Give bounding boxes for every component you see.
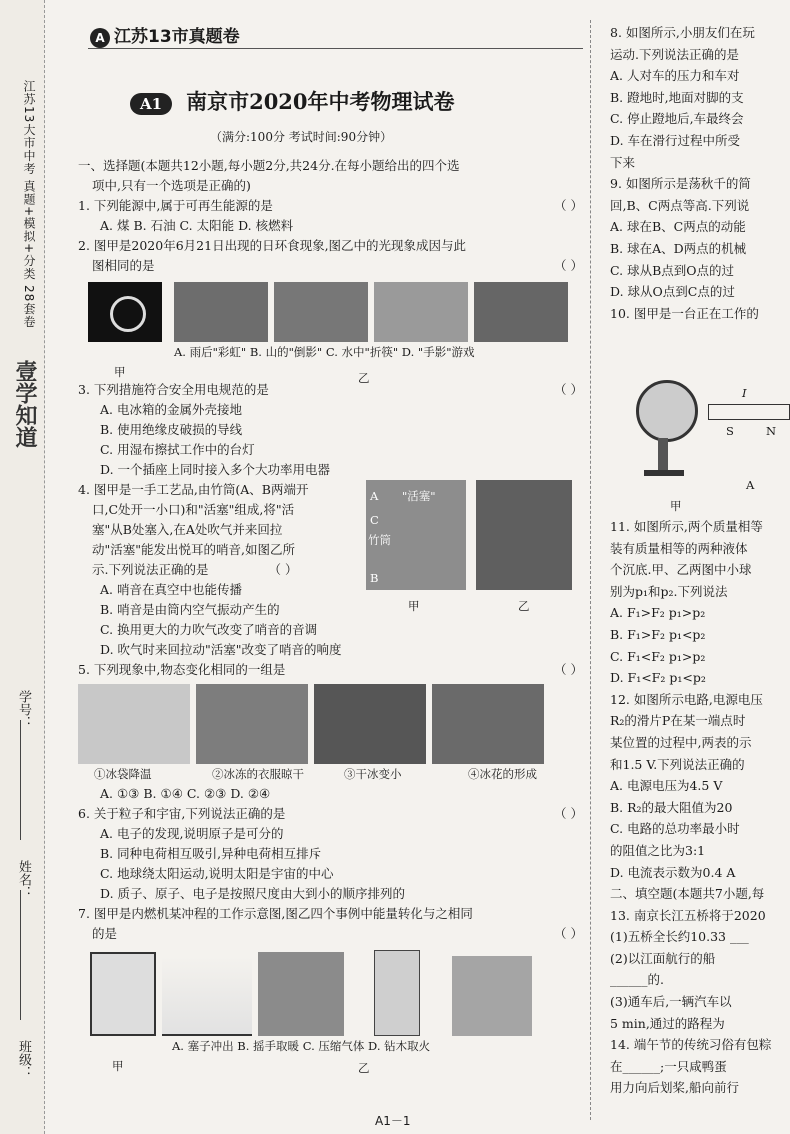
right-column-bottom-line: D. F₁<F₂ p₁<p₂ (610, 670, 706, 686)
name-field-label: 姓名： (16, 860, 31, 899)
right-column-top-line: A. 球在B、C两点的动能 (610, 219, 746, 235)
right-column-top-line: 运动.下列说法正确的是 (610, 46, 739, 62)
bamboo-whistle-image: A "活塞" C 竹筒 B (366, 480, 466, 590)
right-column-bottom-line: 5 min,通过的路程为 (610, 1015, 725, 1031)
q7-captions: A. 塞子冲出 B. 摇手取暖 C. 压缩气体 D. 钻木取火 (172, 1039, 431, 1053)
exam-meta: （满分:100分 考试时间:90分钟） (210, 130, 393, 144)
current-label: I (742, 386, 747, 400)
right-column-top-line: D. 球从O点到C点的过 (610, 284, 735, 300)
left-column (78, 156, 583, 1075)
right-column-top (610, 22, 788, 324)
brand-logo-text: 壹学知道 (12, 360, 37, 448)
q4-stem-l5: 示.下列说法正确的是 （ ） (92, 562, 298, 577)
q7-figures (90, 948, 583, 1036)
right-column-bottom-line: B. F₁>F₂ p₁<p₂ (610, 626, 706, 642)
right-column-bottom-line: ______的. (610, 972, 664, 988)
q6-option-a: A. 电子的发现,说明原子是可分的 (100, 826, 284, 841)
pole-n-label: N (766, 424, 777, 438)
q5-stem: 5. 下列现象中,物态变化相同的一组是 （ ） (78, 662, 583, 677)
right-column-top-line: 下来 (610, 154, 636, 170)
name-blank (20, 890, 22, 1020)
q2-labels: 甲 乙 (114, 365, 370, 385)
q3-option-c: C. 用湿布擦拭工作中的台灯 (100, 442, 255, 457)
q5-caption-4: ④冰花的形成 (468, 767, 537, 781)
fan-stand (658, 438, 668, 472)
q6-option-c: C. 地球绕太阳运动,说明太阳是宇宙的中心 (100, 866, 334, 881)
right-column-bottom-line: 的阻值之比为3:1 (610, 842, 706, 858)
q10-figure (630, 360, 790, 513)
right-column-top-line: 回,B、C两点等高.下列说 (610, 197, 750, 213)
q4-stem: 4. 图甲是一手工艺品,由竹筒(A、B两端开 (78, 482, 309, 497)
exam-title-text: 南京市2020年中考物理试卷 (186, 89, 455, 114)
right-column-bottom (610, 516, 788, 1099)
ice-flower-image (432, 684, 544, 764)
q7-stem: 7. 图甲是内燃机某冲程的工作示意图,图乙四个事例中能量转化与之相同 (78, 906, 473, 921)
column-divider (590, 20, 592, 1120)
q4-fig-jia: 甲 (408, 599, 420, 613)
right-column-bottom-line: R₂的滑片P在某一端点时 (610, 713, 746, 729)
q5-caption-3: ③干冰变小 (344, 767, 402, 781)
drilling-fire-image (452, 956, 532, 1036)
right-column-bottom-line: 11. 如图所示,两个质量相等 (610, 519, 763, 534)
right-column-top-line: C. 球从B点到O点的过 (610, 262, 734, 278)
q1-options: A. 煤 B. 石油 C. 太阳能 D. 核燃料 (100, 218, 294, 233)
q5-options: A. ①③ B. ①④ C. ②③ D. ②④ (100, 786, 271, 801)
right-column-bottom-line: 装有质量相等的两种液体 (610, 540, 748, 556)
right-column-bottom-line: 个沉底.甲、乙两图中小球 (610, 562, 752, 578)
right-column-bottom-line: 在______;一只咸鸭蛋 (610, 1058, 727, 1074)
right-column-bottom-line: 某位置的过程中,两表的示 (610, 734, 752, 750)
q3-stem: 3. 下列措施符合安全用电规范的是 （ ） (78, 382, 583, 397)
right-column-top-line: B. 蹬地时,地面对脚的支 (610, 89, 744, 105)
blowing-whistle-image (476, 480, 572, 590)
class-field-label: 班级： (16, 1040, 31, 1079)
section-heading: 一、选择题(本题共12小题,每小题2分,共24分.在每小题给出的四个选 (78, 158, 460, 173)
section-heading-line2: 项中,只有一个选项是正确的) (92, 178, 251, 193)
right-column-bottom-line: 别为p₁和p₂.下列说法 (610, 583, 728, 599)
q4-stem-l4: 动"活塞"能发出悦耳的哨音,如图乙所 (92, 542, 295, 557)
series-badge: A (90, 28, 110, 48)
right-column-bottom-line: (2)以江面航行的船 (610, 950, 716, 966)
right-column-top-line: 8. 如图所示,小朋友们在玩 (610, 25, 755, 40)
right-column-bottom-line: 和1.5 V.下列说法正确的 (610, 756, 745, 772)
right-column-bottom-line: 14. 端午节的传统习俗有包粽 (610, 1037, 772, 1053)
q5-captions (78, 764, 583, 784)
q4-option-c: C. 换用更大的力吹气改变了哨音的音调 (100, 622, 318, 637)
right-column-bottom-line: 用力向后划桨,船向前行 (610, 1080, 739, 1096)
engine-stroke-diagram (90, 952, 156, 1036)
pole-s-label: S (726, 424, 734, 438)
right-column-top-line: A. 人对车的压力和车对 (610, 68, 740, 84)
q6-stem: 6. 关于粒子和宇宙,下列说法正确的是 （ ） (78, 806, 583, 821)
right-column-top-line: D. 车在滑行过程中所受 (610, 132, 741, 148)
cork-popping-image (162, 956, 252, 1036)
q6-option-d: D. 质子、原子、电子是按照尺度由大到小的顺序排列的 (100, 886, 406, 901)
exam-title (130, 86, 455, 116)
q7-stem-line2: 的是 （ ） (92, 926, 583, 941)
dry-ice-image (314, 684, 426, 764)
conductor-rod (708, 404, 790, 420)
right-column-bottom-line: A. 电源电压为4.5 V (610, 778, 723, 794)
series-tag (90, 22, 240, 48)
header-rule (88, 48, 583, 49)
q4-option-a: A. 哨音在真空中也能传播 (100, 582, 242, 597)
q4-option-d: D. 吹气时来回拉动"活塞"改变了哨音的响度 (100, 642, 342, 657)
spine-series-text: 江苏13大市中考 真题+模拟+分类 28套卷 (22, 80, 36, 329)
mountain-reflection-image (274, 282, 368, 342)
q3-option-b: B. 使用绝缘皮破损的导线 (100, 422, 243, 437)
right-column-bottom-line: D. 电流表示数为0.4 A (610, 864, 736, 880)
right-column-bottom-line: C. F₁<F₂ p₁>p₂ (610, 648, 706, 664)
right-column-bottom-line: A. F₁>F₂ p₁>p₂ (610, 605, 706, 621)
q4-block (78, 480, 583, 620)
right-column-top-line: B. 球在A、D两点的机械 (610, 240, 747, 256)
q3-option-a: A. 电冰箱的金属外壳接地 (100, 402, 242, 417)
right-column-bottom-line: 二、填空题(本题共7小题,每 (610, 886, 765, 902)
fan-base (644, 470, 684, 476)
q1-stem: 1. 下列能源中,属于可再生能源的是 （ ） (78, 198, 583, 213)
right-column-bottom-line: (3)通车后,一辆汽车以 (610, 994, 732, 1010)
electric-fan-image (636, 380, 698, 442)
bent-chopsticks-image (374, 282, 468, 342)
q2-stem-line2: 图相同的是 （ ） (92, 258, 583, 273)
student-id-field-label: 学号： (16, 690, 31, 729)
hand-shadow-image (474, 282, 568, 342)
solar-eclipse-image (88, 282, 162, 342)
q5-caption-2: ②冰冻的衣服晾干 (212, 767, 304, 781)
student-id-blank (20, 720, 22, 840)
right-column-top-line: 9. 如图所示是荡秋千的简 (610, 176, 751, 192)
rainbow-image (174, 282, 268, 342)
right-column-top-line: C. 停止蹬地后,车最终会 (610, 111, 744, 127)
q4-option-b: B. 哨音是由筒内空气振动产生的 (100, 602, 280, 617)
fig10-jia-label: 甲 (670, 499, 682, 513)
right-column-bottom-line: B. R₂的最大阻值为20 (610, 799, 733, 815)
q6-option-b: B. 同种电荷相互吸引,异种电荷相互排斥 (100, 846, 322, 861)
ice-pack-image (78, 684, 190, 764)
page-number: A1－1 (375, 1114, 411, 1128)
right-column-bottom-line: 12. 如图所示电路,电源电压 (610, 691, 763, 707)
q5-figures (78, 684, 583, 764)
exam-badge: A1 (130, 93, 172, 115)
right-column-bottom-line: (1)五桥全长约10.33 ___ (610, 929, 749, 945)
q7-labels: 甲 乙 (112, 1059, 370, 1075)
q4-fig-yi: 乙 (518, 599, 530, 613)
compass-a-label: A (746, 478, 755, 492)
frozen-clothes-image (196, 684, 308, 764)
q2-figures (88, 282, 583, 342)
q2-captions: A. 雨后"彩虹" B. 山的"倒影" C. 水中"折筷" D. "手影"游戏 (174, 345, 475, 359)
rubbing-hands-image (258, 952, 344, 1036)
series-name: 江苏13市真题卷 (114, 27, 240, 47)
q4-stem-l3: 塞"从B处塞入,在A处吹气并来回拉 (92, 522, 283, 537)
right-column-top-line: 10. 图甲是一台正在工作的 (610, 305, 759, 321)
right-column-bottom-line: C. 电路的总功率最小时 (610, 821, 740, 837)
compression-cylinder-image (374, 950, 420, 1036)
q3-option-d: D. 一个插座上同时接入多个大功率用电器 (100, 462, 331, 477)
q5-caption-1: ①冰袋降温 (94, 767, 152, 781)
q4-stem-l2: 口,C处开一小口)和"活塞"组成,将"活 (92, 502, 295, 517)
q2-stem: 2. 图甲是2020年6月21日出现的日环食现象,图乙中的光现象成因与此 (78, 238, 467, 253)
right-column-bottom-line: 13. 南京长江五桥将于2020 (610, 907, 766, 923)
